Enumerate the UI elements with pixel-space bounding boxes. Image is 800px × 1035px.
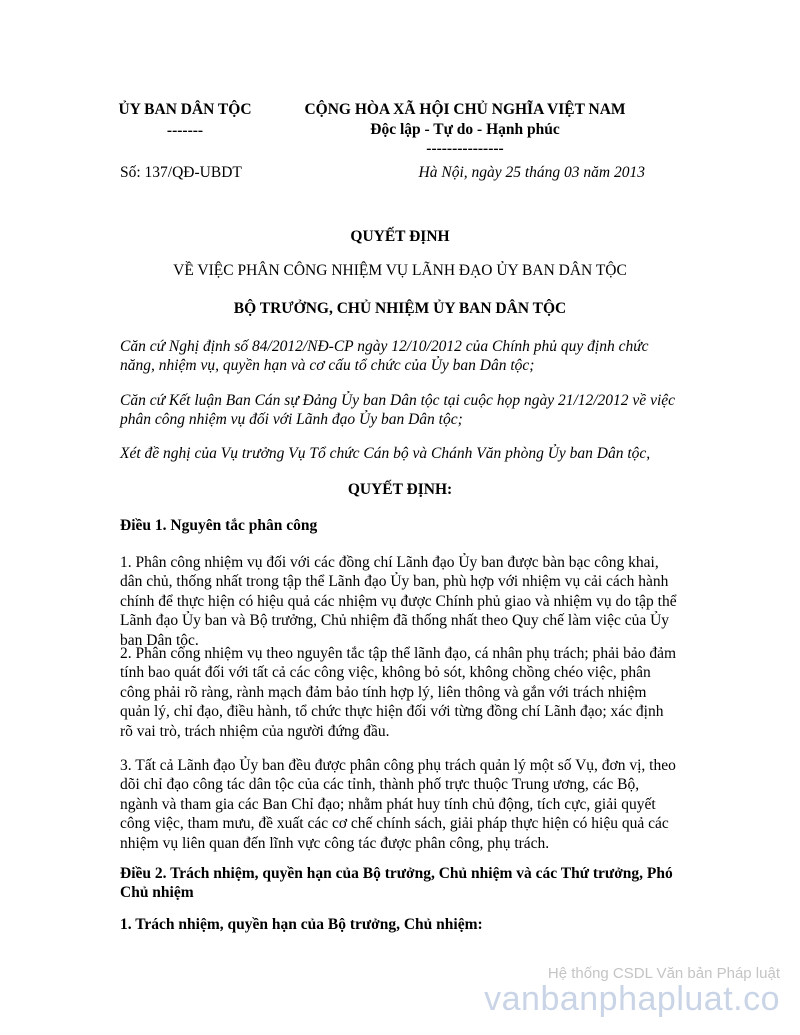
preamble-paragraph: Căn cứ Kết luận Ban Cán sự Đảng Ủy ban Dân tộc tại cuộc họp ngày 21/12/2012 về việc phân công nhiệm vụ đối với Lãnh đạo Ủy ban Dân tộc;	[120, 392, 676, 429]
document-number: Số: 137/QĐ-UBDT	[120, 164, 242, 181]
place-date: Hà Nội, ngày 25 tháng 03 năm 2013	[418, 164, 645, 181]
preamble-paragraph: Căn cứ Nghị định số 84/2012/NĐ-CP ngày 12/10/2012 của Chính phủ quy định chức năng, nhiệm vụ, quyền hạn và cơ cấu tổ chức của Ủy ban Dân tộc;	[120, 338, 649, 375]
watermark-caption: Hệ thống CSDL Văn bản Pháp luật	[547, 965, 780, 982]
article-1-item: 1. Phân công nhiệm vụ đối với các đồng chí Lãnh đạo Ủy ban được bàn bạc công khai, dân chủ, thống nhất trong tập thể Lãnh đạo Ủy ban, phù hợp với nhiệm vụ cải cách hành chính để thực hiện có hiệu quả các nhiệm vụ được Chính phủ giao và nhiệm vụ do tập thể Lãnh đạo Ủy ban và Bộ trưởng, Chủ nhiệm đã thống nhất theo Quy chế làm việc của Ủy ban Dân tộc.	[120, 554, 677, 649]
document-subject: VỀ VIỆC PHÂN CÔNG NHIỆM VỤ LÃNH ĐẠO ỦY BAN DÂN TỘC	[173, 262, 627, 279]
country-name: CỘNG HÒA XÃ HỘI CHỦ NGHĨA VIỆT NAM	[304, 101, 626, 118]
document-title: QUYẾT ĐỊNH	[350, 228, 450, 245]
article-1-item: 3. Tất cả Lãnh đạo Ủy ban đều được phân công phụ trách quản lý một số Vụ, đơn vị, theo dõi chỉ đạo công tác dân tộc của các tỉnh, thành phố trực thuộc Trung ương, các Bộ, ngành và tham gia các Ban Chỉ đạo; nhằm phát huy tính chủ động, tích cực, giải quyết công việc, tham mưu, đề xuất các cơ chế chính sách, giải pháp thực hiện có hiệu quả các nhiệm vụ liên quan đến lĩnh vực công tác được phân công, phụ trách.	[120, 757, 676, 852]
decision-heading: QUYẾT ĐỊNH:	[347, 481, 453, 498]
watermark-site: vanbanphapluat.co	[484, 980, 780, 1018]
national-motto: Độc lập - Tự do - Hạnh phúc	[370, 121, 560, 138]
agency-name: ỦY BAN DÂN TỘC	[118, 101, 252, 118]
article-1-heading: Điều 1. Nguyên tắc phân công	[120, 517, 318, 534]
preamble-paragraph: Xét đề nghị của Vụ trưởng Vụ Tổ chức Cán bộ và Chánh Văn phòng Ủy ban Dân tộc,	[120, 445, 651, 462]
article-2-subsection: 1. Trách nhiệm, quyền hạn của Bộ trưởng, Chủ nhiệm:	[120, 916, 483, 933]
article-2-heading: Điều 2. Trách nhiệm, quyền hạn của Bộ trưởng, Chủ nhiệm và các Thứ trưởng, Phó Chủ nhiệm	[120, 865, 673, 902]
article-1-item: 2. Phân công nhiệm vụ theo nguyên tắc tập thể lãnh đạo, cá nhân phụ trách; phải bảo đảm tính bao quát đối với tất cả các công việc, không bỏ sót, không chồng chéo việc, phân công phải rõ ràng, rành mạch đảm bảo tính hợp lý, liên thông và gắn với trách nhiệm quản lý, chỉ đạo, điều hành, tổ chức thực hiện đối với từng đồng chí Lãnh đạo; xác định rõ vai trò, trách nhiệm của người đứng đầu.	[120, 645, 677, 740]
issuing-authority: BỘ TRƯỞNG, CHỦ NHIỆM ỦY BAN DÂN TỘC	[233, 300, 567, 317]
agency-rule: -------	[166, 122, 204, 139]
motto-rule: ---------------	[426, 140, 504, 157]
